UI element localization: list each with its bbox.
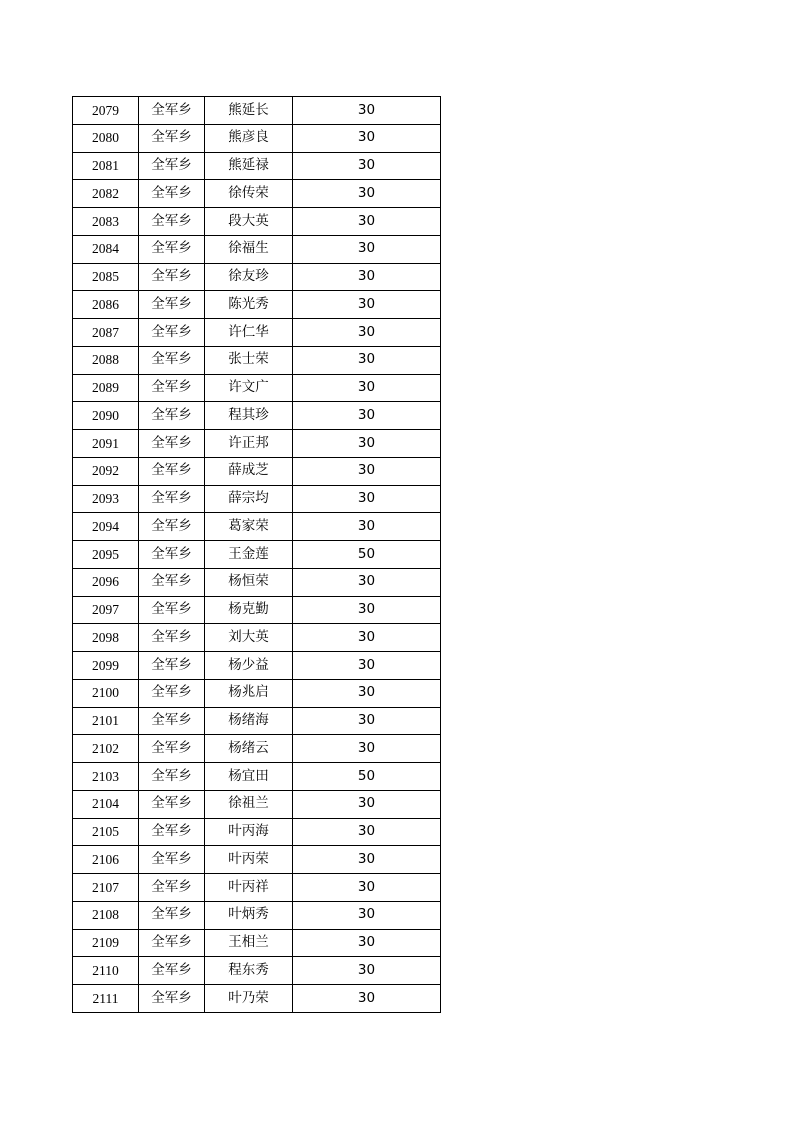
amount-cell: 30 (293, 846, 441, 874)
amount-cell: 30 (293, 457, 441, 485)
row-number-cell: 2097 (73, 596, 139, 624)
amount-cell: 30 (293, 180, 441, 208)
township-cell: 全军乡 (139, 430, 205, 458)
township-cell: 全军乡 (139, 790, 205, 818)
township-cell: 全军乡 (139, 624, 205, 652)
person-name-cell: 叶乃荣 (205, 985, 293, 1013)
amount-cell: 50 (293, 541, 441, 569)
table-row (73, 263, 441, 291)
amount-cell: 30 (293, 235, 441, 263)
table-row (73, 679, 441, 707)
person-name-cell: 杨宜田 (205, 763, 293, 791)
person-name-cell: 段大英 (205, 208, 293, 236)
person-name-cell: 叶丙祥 (205, 874, 293, 902)
amount-cell: 30 (293, 97, 441, 125)
table-row (73, 97, 441, 125)
amount-cell: 30 (293, 124, 441, 152)
row-number-cell: 2103 (73, 763, 139, 791)
amount-cell: 30 (293, 624, 441, 652)
amount-cell: 30 (293, 485, 441, 513)
row-number-cell: 2090 (73, 402, 139, 430)
row-number-cell: 2088 (73, 346, 139, 374)
township-cell: 全军乡 (139, 957, 205, 985)
row-number-cell: 2100 (73, 679, 139, 707)
roster-table (72, 96, 441, 1013)
table-row (73, 180, 441, 208)
table-row (73, 124, 441, 152)
row-number-cell: 2106 (73, 846, 139, 874)
table-row (73, 846, 441, 874)
table-row (73, 235, 441, 263)
township-cell: 全军乡 (139, 346, 205, 374)
person-name-cell: 陈光秀 (205, 291, 293, 319)
township-cell: 全军乡 (139, 208, 205, 236)
amount-cell: 50 (293, 763, 441, 791)
amount-cell: 30 (293, 818, 441, 846)
township-cell: 全军乡 (139, 124, 205, 152)
row-number-cell: 2092 (73, 457, 139, 485)
township-cell: 全军乡 (139, 596, 205, 624)
row-number-cell: 2108 (73, 901, 139, 929)
amount-cell: 30 (293, 652, 441, 680)
table-row (73, 985, 441, 1013)
person-name-cell: 杨克勤 (205, 596, 293, 624)
row-number-cell: 2095 (73, 541, 139, 569)
row-number-cell: 2086 (73, 291, 139, 319)
township-cell: 全军乡 (139, 180, 205, 208)
person-name-cell: 许正邦 (205, 430, 293, 458)
person-name-cell: 杨兆启 (205, 679, 293, 707)
township-cell: 全军乡 (139, 763, 205, 791)
person-name-cell: 杨绪云 (205, 735, 293, 763)
row-number-cell: 2107 (73, 874, 139, 902)
township-cell: 全军乡 (139, 263, 205, 291)
table-row (73, 957, 441, 985)
person-name-cell: 许仁华 (205, 319, 293, 347)
amount-cell: 30 (293, 901, 441, 929)
amount-cell: 30 (293, 596, 441, 624)
table-row (73, 513, 441, 541)
person-name-cell: 张士荣 (205, 346, 293, 374)
person-name-cell: 杨恒荣 (205, 568, 293, 596)
table-row (73, 901, 441, 929)
person-name-cell: 刘大英 (205, 624, 293, 652)
person-name-cell: 杨绪海 (205, 707, 293, 735)
amount-cell: 30 (293, 319, 441, 347)
row-number-cell: 2099 (73, 652, 139, 680)
row-number-cell: 2081 (73, 152, 139, 180)
table-row (73, 319, 441, 347)
row-number-cell: 2111 (73, 985, 139, 1013)
township-cell: 全军乡 (139, 235, 205, 263)
amount-cell: 30 (293, 263, 441, 291)
township-cell: 全军乡 (139, 735, 205, 763)
row-number-cell: 2085 (73, 263, 139, 291)
row-number-cell: 2079 (73, 97, 139, 125)
table-row (73, 624, 441, 652)
person-name-cell: 熊延禄 (205, 152, 293, 180)
table-row (73, 374, 441, 402)
person-name-cell: 叶炳秀 (205, 901, 293, 929)
amount-cell: 30 (293, 874, 441, 902)
amount-cell: 30 (293, 208, 441, 236)
township-cell: 全军乡 (139, 985, 205, 1013)
person-name-cell: 徐祖兰 (205, 790, 293, 818)
person-name-cell: 程其珍 (205, 402, 293, 430)
township-cell: 全军乡 (139, 402, 205, 430)
person-name-cell: 王相兰 (205, 929, 293, 957)
township-cell: 全军乡 (139, 485, 205, 513)
township-cell: 全军乡 (139, 152, 205, 180)
township-cell: 全军乡 (139, 291, 205, 319)
table-row (73, 874, 441, 902)
person-name-cell: 熊彦良 (205, 124, 293, 152)
amount-cell: 30 (293, 513, 441, 541)
township-cell: 全军乡 (139, 901, 205, 929)
amount-cell: 30 (293, 790, 441, 818)
person-name-cell: 程东秀 (205, 957, 293, 985)
table-row (73, 291, 441, 319)
table-row (73, 763, 441, 791)
amount-cell: 30 (293, 402, 441, 430)
person-name-cell: 熊延长 (205, 97, 293, 125)
row-number-cell: 2098 (73, 624, 139, 652)
person-name-cell: 徐福生 (205, 235, 293, 263)
table-row (73, 596, 441, 624)
table-row (73, 707, 441, 735)
township-cell: 全军乡 (139, 457, 205, 485)
row-number-cell: 2082 (73, 180, 139, 208)
table-row (73, 818, 441, 846)
township-cell: 全军乡 (139, 679, 205, 707)
person-name-cell: 葛家荣 (205, 513, 293, 541)
person-name-cell: 王金莲 (205, 541, 293, 569)
table-row (73, 430, 441, 458)
township-cell: 全军乡 (139, 929, 205, 957)
table-row (73, 457, 441, 485)
amount-cell: 30 (293, 957, 441, 985)
row-number-cell: 2105 (73, 818, 139, 846)
township-cell: 全军乡 (139, 652, 205, 680)
table-row (73, 790, 441, 818)
amount-cell: 30 (293, 707, 441, 735)
amount-cell: 30 (293, 679, 441, 707)
table-row (73, 208, 441, 236)
township-cell: 全军乡 (139, 513, 205, 541)
amount-cell: 30 (293, 985, 441, 1013)
row-number-cell: 2087 (73, 319, 139, 347)
table-row (73, 568, 441, 596)
township-cell: 全军乡 (139, 319, 205, 347)
row-number-cell: 2110 (73, 957, 139, 985)
amount-cell: 30 (293, 291, 441, 319)
row-number-cell: 2102 (73, 735, 139, 763)
township-cell: 全军乡 (139, 846, 205, 874)
table-row (73, 541, 441, 569)
person-name-cell: 薛宗均 (205, 485, 293, 513)
row-number-cell: 2091 (73, 430, 139, 458)
amount-cell: 30 (293, 152, 441, 180)
township-cell: 全军乡 (139, 818, 205, 846)
table-row (73, 346, 441, 374)
table-row (73, 929, 441, 957)
person-name-cell: 徐友珍 (205, 263, 293, 291)
row-number-cell: 2094 (73, 513, 139, 541)
person-name-cell: 许文广 (205, 374, 293, 402)
township-cell: 全军乡 (139, 568, 205, 596)
amount-cell: 30 (293, 346, 441, 374)
row-number-cell: 2101 (73, 707, 139, 735)
township-cell: 全军乡 (139, 374, 205, 402)
row-number-cell: 2080 (73, 124, 139, 152)
table-row (73, 402, 441, 430)
person-name-cell: 薛成芝 (205, 457, 293, 485)
person-name-cell: 杨少益 (205, 652, 293, 680)
table-row (73, 735, 441, 763)
township-cell: 全军乡 (139, 874, 205, 902)
table-row (73, 652, 441, 680)
person-name-cell: 叶丙荣 (205, 846, 293, 874)
row-number-cell: 2083 (73, 208, 139, 236)
row-number-cell: 2104 (73, 790, 139, 818)
roster-table-body (73, 97, 441, 1013)
township-cell: 全军乡 (139, 707, 205, 735)
person-name-cell: 徐传荣 (205, 180, 293, 208)
row-number-cell: 2093 (73, 485, 139, 513)
amount-cell: 30 (293, 430, 441, 458)
row-number-cell: 2089 (73, 374, 139, 402)
township-cell: 全军乡 (139, 97, 205, 125)
table-row (73, 152, 441, 180)
amount-cell: 30 (293, 374, 441, 402)
amount-cell: 30 (293, 929, 441, 957)
row-number-cell: 2084 (73, 235, 139, 263)
table-row (73, 485, 441, 513)
row-number-cell: 2096 (73, 568, 139, 596)
township-cell: 全军乡 (139, 541, 205, 569)
row-number-cell: 2109 (73, 929, 139, 957)
amount-cell: 30 (293, 735, 441, 763)
amount-cell: 30 (293, 568, 441, 596)
person-name-cell: 叶丙海 (205, 818, 293, 846)
